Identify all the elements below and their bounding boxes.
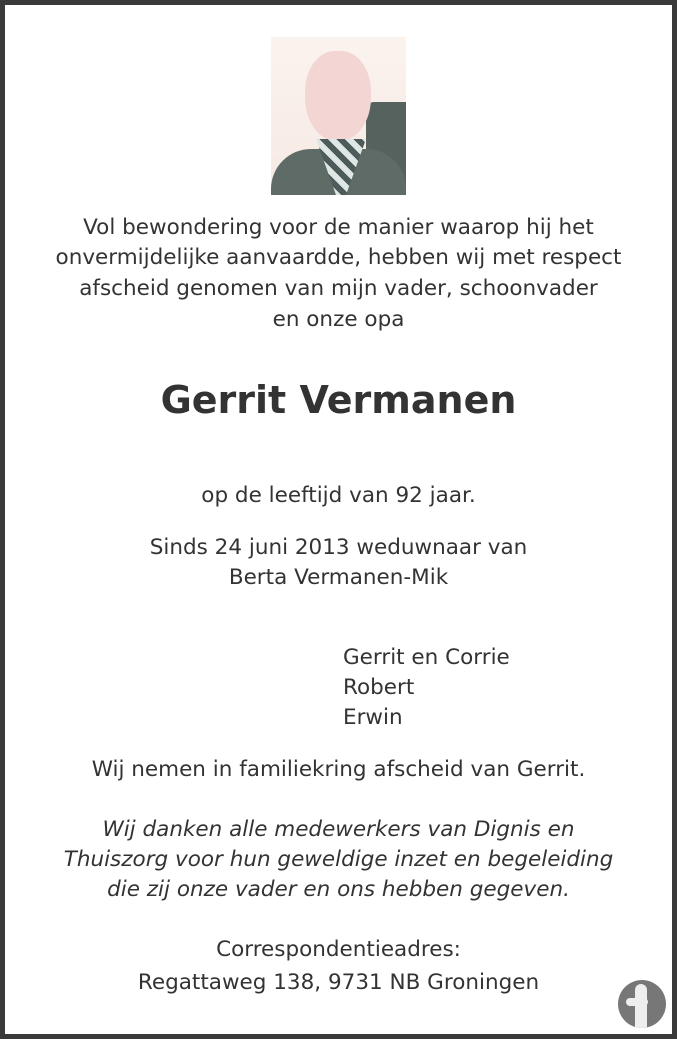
thanks-line: Thuiszorg voor hun geweldige inzet en begeleiding: [63, 847, 614, 872]
intro-line: afscheid genomen van mijn vader, schoonvader: [79, 276, 598, 301]
age-line: op de leeftijd van 92 jaar.: [201, 483, 476, 508]
intro-line: Vol bewondering voor de manier waarop hij het: [83, 215, 594, 240]
widower-line: Berta Vermanen-Mik: [228, 565, 449, 590]
family-member: Gerrit en Corrie: [343, 645, 510, 670]
family-member: Robert: [343, 675, 415, 700]
intro-line: en onze opa: [272, 307, 405, 332]
thanks-line: Wij danken alle medewerkers van Dignis en: [102, 817, 575, 842]
address-label: Correspondentieadres:: [216, 937, 461, 962]
widower-line: Sinds 24 juni 2013 weduwnaar van: [149, 535, 528, 560]
deceased-name: Gerrit Vermanen: [160, 378, 517, 422]
publisher-logo-icon: [618, 980, 666, 1028]
portrait-photo: [271, 37, 406, 195]
family-member: Erwin: [343, 705, 403, 730]
thanks-line: die zij onze vader en ons hebben gegeven.: [107, 877, 570, 902]
intro-line: onvermijdelijke aanvaardde, hebben wij met respect: [55, 245, 622, 270]
address-line: Regattaweg 138, 9731 NB Groningen: [137, 970, 540, 995]
farewell-line: Wij nemen in familiekring afscheid van Gerrit.: [91, 757, 586, 782]
